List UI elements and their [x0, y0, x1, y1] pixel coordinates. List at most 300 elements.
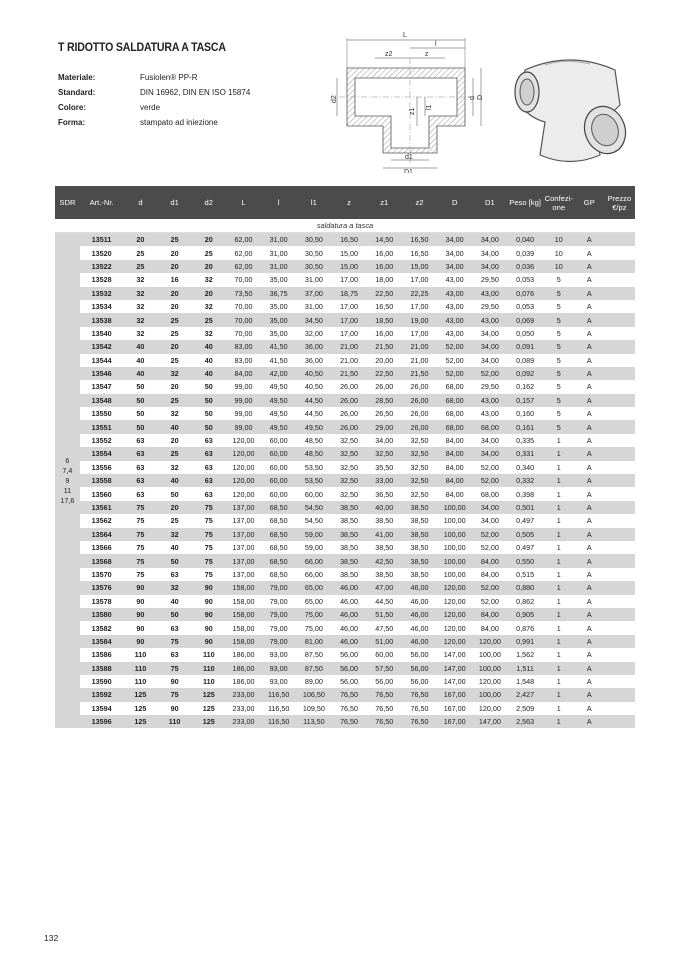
- table-cell: 5: [543, 354, 575, 367]
- table-cell: 158,00: [226, 581, 261, 594]
- table-cell: 43,00: [472, 287, 507, 300]
- table-cell: 49,50: [261, 380, 296, 393]
- table-cell: 56,00: [331, 675, 366, 688]
- table-cell: 0,505: [507, 528, 542, 541]
- table-cell: 50: [123, 380, 157, 393]
- column-header: z: [331, 186, 366, 219]
- table-row: [55, 394, 635, 407]
- table-cell: 68,00: [472, 487, 507, 500]
- table-cell: 16,50: [402, 233, 437, 247]
- table-cell: 90: [192, 595, 226, 608]
- table-cell: 26,00: [402, 420, 437, 433]
- table-cell: [604, 595, 635, 608]
- table-row: [55, 474, 635, 487]
- table-cell: 35,50: [367, 461, 402, 474]
- table-cell: 50: [123, 407, 157, 420]
- table-cell: 84,00: [472, 621, 507, 634]
- table-cell: 137,00: [226, 514, 261, 527]
- table-cell: 13582: [80, 621, 124, 634]
- table-cell: 63: [123, 447, 157, 460]
- property-label: Forma:: [58, 118, 86, 127]
- dim-L: L: [403, 32, 407, 39]
- table-cell: 63: [192, 447, 226, 460]
- table-cell: 120,00: [437, 621, 472, 634]
- table-cell: 120,00: [472, 635, 507, 648]
- table-cell: 110: [192, 662, 226, 675]
- property-label: Colore:: [58, 103, 86, 112]
- table-cell: 34,00: [472, 246, 507, 259]
- table-cell: 50: [192, 407, 226, 420]
- table-cell: 120,00: [437, 595, 472, 608]
- table-cell: 35,00: [261, 273, 296, 286]
- table-cell: 0,335: [507, 434, 542, 447]
- table-cell: 44,50: [296, 394, 331, 407]
- table-cell: 0,501: [507, 501, 542, 514]
- table-cell: 46,00: [331, 608, 366, 621]
- table-cell: 158,00: [226, 608, 261, 621]
- table-cell: 32: [158, 407, 192, 420]
- table-cell: 1: [543, 487, 575, 500]
- table-header-row: [55, 186, 635, 219]
- table-cell: 25: [192, 246, 226, 259]
- table-cell: 25: [158, 233, 192, 247]
- table-cell: 1: [543, 621, 575, 634]
- table-cell: 75: [158, 688, 192, 701]
- table-cell: 110: [123, 662, 157, 675]
- table-cell: 32,50: [402, 447, 437, 460]
- table-cell: 25: [192, 313, 226, 326]
- table-cell: 19,00: [402, 313, 437, 326]
- table-cell: 13551: [80, 420, 124, 433]
- table-cell: 21,50: [402, 367, 437, 380]
- table-cell: A: [575, 246, 604, 259]
- table-cell: 5: [543, 273, 575, 286]
- table-cell: 65,00: [296, 595, 331, 608]
- table-cell: A: [575, 715, 604, 728]
- table-cell: 116,50: [261, 702, 296, 715]
- table-row: [55, 675, 635, 688]
- table-cell: A: [575, 621, 604, 634]
- table-cell: 5: [543, 420, 575, 433]
- table-cell: 35,00: [261, 300, 296, 313]
- column-header: D1: [472, 186, 507, 219]
- table-cell: 60,00: [367, 648, 402, 661]
- table-row: [55, 541, 635, 554]
- column-header: SDR: [55, 186, 80, 219]
- table-cell: 5: [543, 287, 575, 300]
- table-cell: 147,00: [472, 715, 507, 728]
- table-row: [55, 434, 635, 447]
- table-cell: 10: [543, 260, 575, 273]
- table-cell: 16,50: [402, 246, 437, 259]
- column-header: z1: [367, 186, 402, 219]
- table-cell: 46,00: [331, 581, 366, 594]
- table-cell: 158,00: [226, 595, 261, 608]
- table-cell: 120,00: [472, 702, 507, 715]
- table-cell: 120,00: [226, 434, 261, 447]
- table-row: [55, 528, 635, 541]
- table-cell: 1: [543, 702, 575, 715]
- table-cell: 125: [123, 688, 157, 701]
- table-cell: 100,00: [472, 662, 507, 675]
- page-title: T RIDOTTO SALDATURA A TASCA: [58, 42, 226, 54]
- table-cell: A: [575, 541, 604, 554]
- table-cell: 76,50: [331, 715, 366, 728]
- table-cell: 46,00: [331, 635, 366, 648]
- table-cell: 17,00: [331, 273, 366, 286]
- table-cell: 38,50: [402, 554, 437, 567]
- table-cell: 13562: [80, 514, 124, 527]
- table-cell: 79,00: [261, 595, 296, 608]
- table-cell: 1: [543, 501, 575, 514]
- table-cell: 18,00: [367, 273, 402, 286]
- table-cell: 38,50: [331, 514, 366, 527]
- table-cell: [604, 420, 635, 433]
- table-cell: 26,00: [402, 380, 437, 393]
- table-cell: 31,00: [296, 300, 331, 313]
- table-row: [55, 327, 635, 340]
- table-cell: 0,332: [507, 474, 542, 487]
- table-cell: 43,00: [472, 394, 507, 407]
- table-cell: 36,00: [296, 354, 331, 367]
- table-cell: 0,905: [507, 608, 542, 621]
- table-cell: 32: [158, 581, 192, 594]
- table-row: [55, 621, 635, 634]
- table-cell: 50: [192, 394, 226, 407]
- table-cell: 48,50: [296, 447, 331, 460]
- table-row: [55, 246, 635, 259]
- table-cell: 50: [123, 420, 157, 433]
- table-cell: [604, 313, 635, 326]
- table-cell: 5: [543, 313, 575, 326]
- table-cell: 20: [158, 340, 192, 353]
- table-cell: 32,50: [402, 474, 437, 487]
- table-cell: 16,50: [367, 300, 402, 313]
- table-cell: 0,340: [507, 461, 542, 474]
- table-cell: 0,076: [507, 287, 542, 300]
- table-cell: 38,50: [367, 568, 402, 581]
- table-cell: 38,50: [367, 514, 402, 527]
- table-row: [55, 367, 635, 380]
- table-cell: 46,00: [402, 595, 437, 608]
- table-cell: 90: [192, 608, 226, 621]
- table-cell: 26,00: [331, 420, 366, 433]
- table-cell: 120,00: [226, 474, 261, 487]
- table-cell: 100,00: [437, 554, 472, 567]
- table-cell: 26,00: [367, 380, 402, 393]
- table-cell: 26,00: [331, 407, 366, 420]
- table-cell: 38,50: [367, 541, 402, 554]
- table-cell: 137,00: [226, 554, 261, 567]
- table-cell: 87,50: [296, 662, 331, 675]
- table-cell: 68,50: [261, 528, 296, 541]
- table-cell: 40: [158, 474, 192, 487]
- table-cell: 0,053: [507, 300, 542, 313]
- table-row: [55, 608, 635, 621]
- table-cell: [604, 461, 635, 474]
- table-cell: 26,00: [331, 394, 366, 407]
- column-header: L: [226, 186, 261, 219]
- table-cell: 99,00: [226, 407, 261, 420]
- table-row: [55, 595, 635, 608]
- table-cell: 34,00: [472, 514, 507, 527]
- table-cell: 25: [123, 246, 157, 259]
- table-cell: 125: [192, 688, 226, 701]
- table-cell: 1: [543, 608, 575, 621]
- table-cell: 0,092: [507, 367, 542, 380]
- table-cell: 75: [192, 554, 226, 567]
- table-cell: 53,50: [296, 461, 331, 474]
- table-cell: 21,00: [331, 340, 366, 353]
- table-cell: [604, 715, 635, 728]
- table-cell: 1,562: [507, 648, 542, 661]
- table-cell: 43,00: [437, 300, 472, 313]
- table-cell: 68,50: [261, 541, 296, 554]
- table-cell: 20: [158, 260, 192, 273]
- table-cell: 60,00: [261, 434, 296, 447]
- table-cell: 48,50: [296, 434, 331, 447]
- table-cell: 32,50: [331, 487, 366, 500]
- table-cell: 84,00: [437, 487, 472, 500]
- table-cell: 26,00: [402, 394, 437, 407]
- table-cell: 76,50: [331, 702, 366, 715]
- column-header: d: [123, 186, 157, 219]
- product-table: [55, 186, 635, 728]
- table-cell: 25: [158, 394, 192, 407]
- table-cell: 52,00: [437, 340, 472, 353]
- table-cell: 125: [123, 702, 157, 715]
- table-cell: [604, 608, 635, 621]
- table-cell: 16,00: [367, 246, 402, 259]
- table-cell: A: [575, 380, 604, 393]
- table-cell: 70,00: [226, 273, 261, 286]
- table-cell: 26,50: [367, 407, 402, 420]
- table-cell: 110: [123, 648, 157, 661]
- table-row: [55, 568, 635, 581]
- properties-list: [58, 70, 250, 130]
- table-cell: 70,00: [226, 327, 261, 340]
- table-cell: [604, 501, 635, 514]
- table-row: [55, 287, 635, 300]
- table-cell: A: [575, 648, 604, 661]
- table-cell: [604, 407, 635, 420]
- table-cell: 90: [192, 621, 226, 634]
- column-header: GP: [575, 186, 604, 219]
- table-cell: [604, 662, 635, 675]
- table-row: [55, 715, 635, 728]
- table-cell: 120,00: [472, 675, 507, 688]
- table-cell: 76,50: [367, 702, 402, 715]
- column-header: Peso [kg]: [507, 186, 542, 219]
- table-cell: 38,50: [402, 541, 437, 554]
- table-cell: A: [575, 300, 604, 313]
- table-cell: 110: [158, 715, 192, 728]
- table-cell: 0,550: [507, 554, 542, 567]
- table-cell: 52,00: [472, 541, 507, 554]
- table-cell: 40,50: [296, 367, 331, 380]
- table-cell: A: [575, 554, 604, 567]
- table-cell: 63: [158, 568, 192, 581]
- table-cell: 1: [543, 595, 575, 608]
- technical-drawing: [325, 28, 490, 173]
- table-cell: 41,50: [261, 340, 296, 353]
- table-row: [55, 501, 635, 514]
- table-cell: [604, 554, 635, 567]
- page-number: 132: [44, 933, 59, 943]
- table-cell: 0,039: [507, 246, 542, 259]
- table-cell: 100,00: [437, 528, 472, 541]
- table-cell: 84,00: [226, 367, 261, 380]
- table-cell: 13596: [80, 715, 124, 728]
- table-cell: 1,548: [507, 675, 542, 688]
- table-cell: 62,00: [226, 246, 261, 259]
- table-cell: A: [575, 461, 604, 474]
- sdr-value: 11: [63, 485, 72, 495]
- table-cell: 38,50: [402, 501, 437, 514]
- table-cell: [604, 287, 635, 300]
- table-cell: 90: [192, 581, 226, 594]
- table-cell: 73,50: [226, 287, 261, 300]
- table-cell: 1: [543, 474, 575, 487]
- table-cell: 13566: [80, 541, 124, 554]
- table-cell: 13568: [80, 554, 124, 567]
- table-cell: 13544: [80, 354, 124, 367]
- table-cell: 25: [158, 354, 192, 367]
- table-cell: 25: [158, 327, 192, 340]
- table-cell: 34,00: [437, 260, 472, 273]
- table-cell: 20,00: [367, 354, 402, 367]
- table-cell: 32: [123, 273, 157, 286]
- table-cell: 33,00: [367, 474, 402, 487]
- table-cell: 84,00: [437, 461, 472, 474]
- table-cell: 13586: [80, 648, 124, 661]
- table-cell: 110: [123, 675, 157, 688]
- table-cell: 167,00: [437, 688, 472, 701]
- table-cell: 93,00: [261, 675, 296, 688]
- table-cell: 40: [158, 541, 192, 554]
- table-cell: 15,00: [331, 260, 366, 273]
- table-cell: 100,00: [437, 568, 472, 581]
- table-cell: 68,50: [261, 568, 296, 581]
- table-cell: 13594: [80, 702, 124, 715]
- table-cell: 75: [192, 501, 226, 514]
- table-cell: 10: [543, 246, 575, 259]
- column-header: d1: [158, 186, 192, 219]
- table-cell: 76,50: [402, 715, 437, 728]
- table-row: [55, 340, 635, 353]
- table-cell: 49,50: [261, 394, 296, 407]
- table-cell: 25: [158, 313, 192, 326]
- table-cell: 46,00: [331, 621, 366, 634]
- table-cell: 32,50: [331, 461, 366, 474]
- table-cell: 79,00: [261, 621, 296, 634]
- table-cell: 90: [158, 702, 192, 715]
- table-cell: A: [575, 447, 604, 460]
- table-cell: 34,00: [472, 327, 507, 340]
- sdr-value: 17,6: [60, 495, 75, 505]
- table-cell: 50: [192, 420, 226, 433]
- table-cell: [604, 447, 635, 460]
- table-cell: 43,00: [437, 273, 472, 286]
- table-cell: 1: [543, 675, 575, 688]
- table-cell: 1: [543, 541, 575, 554]
- table-cell: 76,50: [331, 688, 366, 701]
- table-cell: 110: [192, 675, 226, 688]
- table-cell: 0,050: [507, 327, 542, 340]
- table-cell: 36,00: [296, 340, 331, 353]
- table-cell: 50: [192, 380, 226, 393]
- table-cell: 100,00: [437, 501, 472, 514]
- table-cell: 56,00: [402, 675, 437, 688]
- sdr-value: 9: [65, 475, 70, 485]
- table-cell: 116,50: [261, 688, 296, 701]
- table-cell: 32: [123, 287, 157, 300]
- table-cell: 63: [192, 461, 226, 474]
- table-cell: 90: [123, 581, 157, 594]
- table-cell: 32: [123, 313, 157, 326]
- table-cell: 90: [123, 608, 157, 621]
- table-cell: 0,991: [507, 635, 542, 648]
- table-cell: 18,50: [367, 313, 402, 326]
- table-cell: [604, 648, 635, 661]
- column-header: z2: [402, 186, 437, 219]
- table-cell: A: [575, 595, 604, 608]
- table-cell: 1: [543, 648, 575, 661]
- table-cell: 158,00: [226, 635, 261, 648]
- table-cell: 120,00: [226, 487, 261, 500]
- table-cell: 109,50: [296, 702, 331, 715]
- table-cell: 5: [543, 300, 575, 313]
- table-cell: A: [575, 608, 604, 621]
- table-cell: A: [575, 327, 604, 340]
- table-cell: 34,00: [472, 447, 507, 460]
- table-cell: 26,00: [402, 407, 437, 420]
- table-subheader: saldatura a tasca: [55, 219, 635, 233]
- table-cell: 20: [158, 287, 192, 300]
- sdr-cell: [55, 233, 80, 729]
- dim-D: D: [477, 94, 484, 100]
- table-row: [55, 648, 635, 661]
- table-row: [55, 260, 635, 273]
- table-cell: 68,00: [437, 380, 472, 393]
- table-cell: 14,50: [367, 233, 402, 247]
- table-cell: 21,00: [402, 354, 437, 367]
- table-cell: [604, 581, 635, 594]
- table-cell: 0,040: [507, 233, 542, 247]
- table-cell: 34,00: [472, 233, 507, 247]
- table-cell: 1: [543, 514, 575, 527]
- table-cell: 75: [192, 568, 226, 581]
- table-cell: 32: [123, 327, 157, 340]
- table-cell: 5: [543, 367, 575, 380]
- table-cell: 32,50: [402, 461, 437, 474]
- table-cell: 63: [123, 474, 157, 487]
- table-cell: 0,497: [507, 514, 542, 527]
- table-cell: 106,50: [296, 688, 331, 701]
- table-cell: 17,00: [402, 300, 437, 313]
- table-cell: A: [575, 420, 604, 433]
- table-cell: A: [575, 434, 604, 447]
- table-cell: 32: [158, 528, 192, 541]
- table-cell: 125: [192, 715, 226, 728]
- table-cell: 38,50: [331, 541, 366, 554]
- table-cell: 32,50: [331, 447, 366, 460]
- table-cell: 0,398: [507, 487, 542, 500]
- table-cell: A: [575, 514, 604, 527]
- table-cell: 38,50: [402, 568, 437, 581]
- table-cell: 10: [543, 233, 575, 247]
- table-cell: 52,00: [437, 354, 472, 367]
